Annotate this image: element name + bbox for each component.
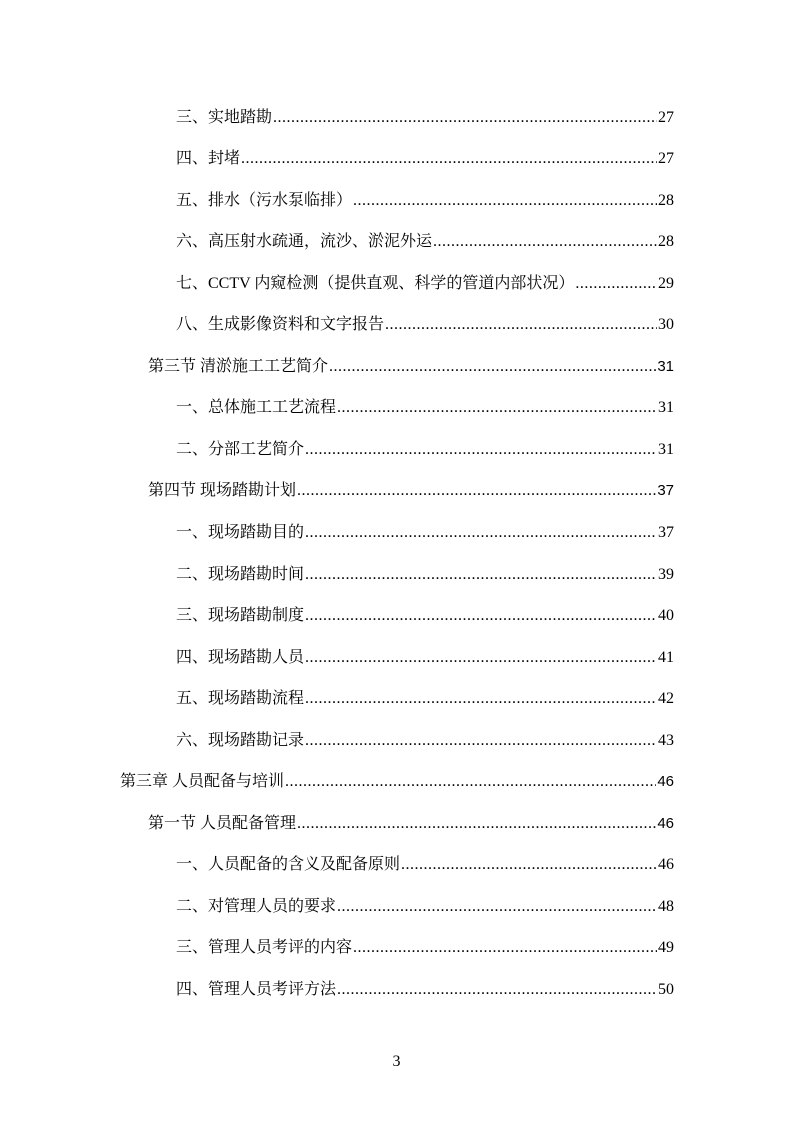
toc-entry-title: 一、现场踏勘目的: [176, 524, 305, 541]
toc-entry-page: 31: [658, 441, 674, 458]
toc-entry-title: 第一节 人员配备管理: [148, 815, 297, 832]
toc-entry-page: 37: [658, 524, 674, 541]
toc-entry[interactable]: [176, 396, 674, 418]
toc-entry[interactable]: [176, 604, 674, 626]
toc-entry-page: 27: [658, 109, 674, 126]
toc-entry-title: 六、高压射水疏通，流沙、淤泥外运: [176, 233, 433, 250]
dot-leader: [337, 897, 657, 917]
toc-entry[interactable]: [176, 189, 674, 211]
toc-entry-page: 40: [658, 607, 674, 624]
toc-entry-page: 30: [658, 316, 674, 333]
toc-entry-title: 第三章 人员配备与培训: [120, 773, 285, 790]
toc-entry-page: 46: [657, 815, 674, 832]
toc-entry-title: 五、现场踏勘流程: [176, 690, 305, 707]
dot-leader: [297, 481, 656, 501]
toc-entry[interactable]: [176, 978, 674, 1000]
toc-entry-page: 42: [658, 690, 674, 707]
dot-leader: [353, 938, 657, 958]
toc-entry-page: 50: [658, 981, 674, 998]
toc-entry-title: 三、实地踏勘: [176, 109, 273, 126]
toc-entry[interactable]: [176, 853, 674, 875]
toc-entry-title: 四、管理人员考评方法: [176, 981, 337, 998]
toc-entry[interactable]: [176, 313, 674, 335]
toc-entry-page: 46: [658, 856, 674, 873]
toc-entry-title: 二、现场踏勘时间: [176, 566, 305, 583]
toc-entry[interactable]: [176, 729, 674, 751]
toc-entry[interactable]: [176, 521, 674, 543]
toc-entry-title: 三、管理人员考评的内容: [176, 939, 353, 956]
dot-leader: [353, 191, 657, 211]
toc-entry-page: 28: [658, 192, 674, 209]
page-number: 3: [392, 1053, 401, 1070]
dot-leader: [273, 108, 657, 128]
dot-leader: [401, 855, 657, 875]
dot-leader: [241, 149, 657, 169]
toc-entry[interactable]: [176, 106, 674, 128]
toc-entry-title: 四、封堵: [176, 150, 241, 167]
toc-entry-title: 第四节 现场踏勘计划: [148, 482, 297, 499]
toc-entry[interactable]: [176, 230, 674, 252]
toc-entry-title: 五、排水（污水泵临排）: [176, 192, 353, 209]
dot-leader: [329, 357, 656, 377]
dot-leader: [305, 606, 657, 626]
toc-entry-title: 二、分部工艺简介: [176, 441, 305, 458]
toc-entry[interactable]: [176, 563, 674, 585]
toc-entry-title: 三、现场踏勘制度: [176, 607, 305, 624]
dot-leader: [305, 565, 657, 585]
toc-entry-title: 二、对管理人员的要求: [176, 898, 337, 915]
toc-entry-page: 48: [658, 898, 674, 915]
toc-entry-title: 四、现场踏勘人员: [176, 649, 305, 666]
toc-entry-page: 29: [658, 275, 674, 292]
toc-entry[interactable]: [176, 687, 674, 709]
toc-entry[interactable]: [176, 272, 674, 294]
toc-entry-page: 46: [657, 773, 674, 790]
toc-entry[interactable]: [120, 770, 674, 792]
toc-entry-page: 43: [658, 732, 674, 749]
dot-leader: [575, 274, 657, 294]
dot-leader: [337, 398, 657, 418]
toc-entry-title: 第三节 清淤施工工艺简介: [148, 358, 329, 375]
toc-entry-page: 31: [657, 358, 674, 375]
dot-leader: [297, 814, 656, 834]
dot-leader: [433, 232, 657, 252]
toc-entry-page: 28: [658, 233, 674, 250]
toc-entry-page: 31: [658, 399, 674, 416]
dot-leader: [305, 523, 657, 543]
toc-entry[interactable]: [176, 936, 674, 958]
toc-entry-page: 27: [658, 150, 674, 167]
dot-leader: [337, 980, 657, 1000]
toc-entry-page: 49: [658, 939, 674, 956]
dot-leader: [305, 689, 657, 709]
dot-leader: [305, 731, 657, 751]
toc-entry-title: 六、现场踏勘记录: [176, 732, 305, 749]
dot-leader: [285, 772, 656, 792]
toc-entry-page: 39: [658, 566, 674, 583]
toc-entry-title: 一、人员配备的含义及配备原则: [176, 856, 401, 873]
toc-entry[interactable]: [176, 147, 674, 169]
toc-entry-page: 37: [657, 482, 674, 499]
toc-entry[interactable]: [148, 479, 674, 501]
toc-entry[interactable]: [176, 895, 674, 917]
toc-entry-page: 41: [658, 649, 674, 666]
toc-entry[interactable]: [176, 438, 674, 460]
dot-leader: [385, 315, 657, 335]
toc-entry-title: 七、CCTV 内窥检测（提供直观、科学的管道内部状况）: [176, 275, 575, 292]
dot-leader: [305, 440, 657, 460]
toc-entry-title: 八、生成影像资料和文字报告: [176, 316, 385, 333]
toc-entry[interactable]: [148, 812, 674, 834]
toc-entry-title: 一、总体施工工艺流程: [176, 399, 337, 416]
dot-leader: [305, 648, 657, 668]
toc-entry[interactable]: [176, 646, 674, 668]
toc-entry[interactable]: [148, 355, 674, 377]
